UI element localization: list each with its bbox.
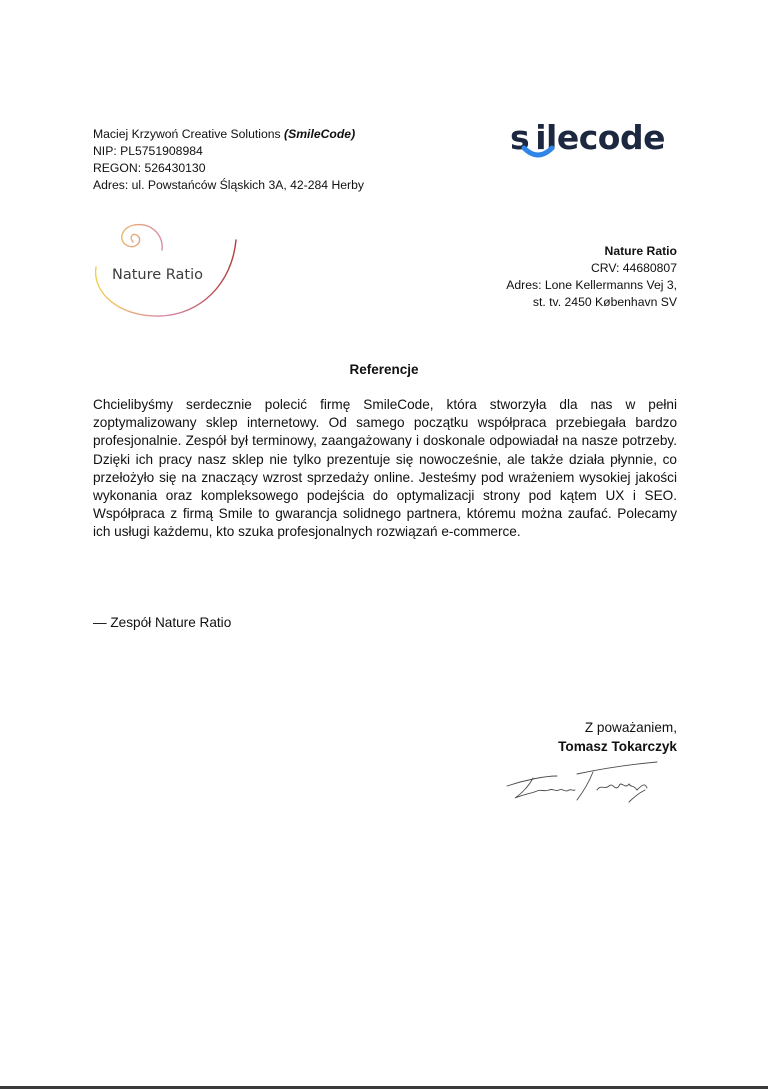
closing-block xyxy=(558,718,677,756)
team-signoff: — Zespół Nature Ratio xyxy=(93,615,232,630)
sender-company: Maciej Krzywoń Creative Solutions xyxy=(93,127,281,141)
recipient-address-line2: st. tv. 2450 København SV xyxy=(532,295,677,309)
nature-ratio-logo xyxy=(90,222,240,322)
recipient-block xyxy=(506,243,677,311)
closing-greeting: Z poważaniem, xyxy=(584,720,677,735)
smile-icon xyxy=(521,145,555,161)
sender-company-alias: (SmileCode) xyxy=(284,127,356,141)
smilecode-logo-text: s ilecode xyxy=(510,118,665,157)
sender-nip: NIP: PL5751908984 xyxy=(93,144,203,158)
nature-ratio-logo-text: Nature Ratio xyxy=(112,267,204,283)
sender-regon: REGON: 526430130 xyxy=(93,161,206,175)
body-paragraph: Chcielibyśmy serdecznie polecić firmę SmileCode, która stworzyła dla nas w pełni zoptymalizowany sklep internetowy. Od samego początku współpraca przebiegała bardzo profesjonalnie. Zespół był terminowy, zaangażowany i doskonale odpowiadał na nasze potrzeby. Dzięki ich pracy nasz sklep nie tylko prezentuje się nowocześnie, ale także działa płynnie, co przełożyło się na znaczący wzrost sprzedaży online. Jesteśmy pod wrażeniem wysokiej jakości wykonania oraz kompleksowego podejścia do optymalizacji strony pod kątem UX i SEO. Współpraca z firmą Smile to gwarancja solidnego partnera, któremu można zaufać. Polecamy ich usługi każdemu, kto szuka profesjonalnych rozwiązań e-commerce. xyxy=(93,397,677,540)
signature-icon xyxy=(505,760,665,810)
recipient-name: Nature Ratio xyxy=(604,244,677,258)
smilecode-logo xyxy=(510,118,680,168)
document-title: Referencje xyxy=(349,362,419,377)
sender-address: Adres: ul. Powstańców Śląskich 3A, 42-284 Herby xyxy=(93,178,364,192)
recipient-crv: CRV: 44680807 xyxy=(590,261,677,275)
sender-block xyxy=(93,126,364,194)
sender-company-line xyxy=(93,126,364,143)
handwritten-signature xyxy=(505,760,665,810)
recipient-address-line1: Adres: Lone Kellermanns Vej 3, xyxy=(506,278,677,292)
signer-name: Tomasz Tokarczyk xyxy=(558,739,677,754)
